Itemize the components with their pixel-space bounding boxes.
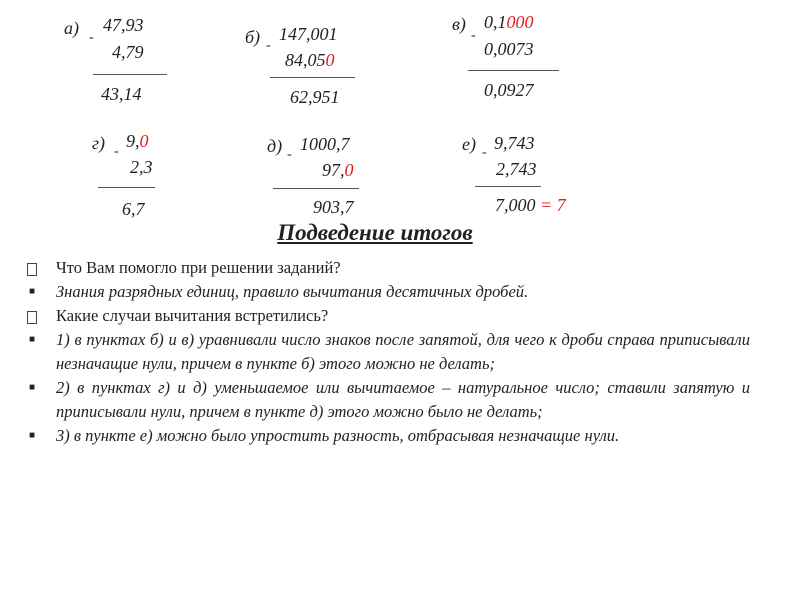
answer-item: ■ 3) в пункте е) можно было упростить разность, отбрасывая незначащие нули. xyxy=(22,424,750,448)
problem-label: а) xyxy=(64,18,79,38)
checkbox-bullet-icon xyxy=(22,256,42,280)
result: 0,0927 xyxy=(484,80,534,100)
minus-sign: - xyxy=(266,38,271,53)
divider-line xyxy=(273,188,359,189)
subtrahend: 0,0073 xyxy=(484,39,534,59)
problem-label: в) xyxy=(452,14,466,34)
result: 7,000 = 7 xyxy=(495,195,566,215)
minuend: 0,1000 xyxy=(484,12,534,32)
square-bullet-icon: ■ xyxy=(28,334,36,345)
minuend: 47,93 xyxy=(103,15,144,35)
divider-line xyxy=(98,187,155,188)
result: 62,951 xyxy=(290,87,340,107)
answer-item: ■ Знания разрядных единиц, правило вычитания десятичных дробей. xyxy=(22,280,750,304)
minus-sign: - xyxy=(287,147,292,162)
summary-title: Подведение итогов xyxy=(277,220,473,245)
subtrahend: 4,79 xyxy=(112,42,144,62)
subtrahend: 84,050 xyxy=(285,50,335,70)
question-item: Что Вам помогло при решении заданий? xyxy=(22,256,750,280)
minus-sign: - xyxy=(482,145,487,160)
result: 6,7 xyxy=(122,199,145,219)
checkbox-bullet-icon xyxy=(22,304,42,328)
square-bullet-icon: ■ xyxy=(28,286,36,297)
square-bullet-icon: ■ xyxy=(28,430,36,441)
subtrahend: 97,0 xyxy=(322,160,354,180)
divider-line xyxy=(270,77,355,78)
subtrahend: 2,743 xyxy=(496,159,537,179)
minus-sign: - xyxy=(89,30,94,45)
minuend: 1000,7 xyxy=(300,134,350,154)
problem-label: г) xyxy=(92,133,106,153)
answer-item: ■ 2) в пунктах г) и д) уменьшаемое или вычитаемое – натуральное число; ставили запятую и приписывали нули, причем в пункте д) этого можно было не делать; xyxy=(22,376,750,424)
problem-label: е) xyxy=(462,134,476,154)
question-item: Какие случаи вычитания встретились? xyxy=(22,304,750,328)
summary-list xyxy=(22,256,750,448)
answer-item: ■ 1) в пунктах б) и в) уравнивали число знаков после запятой, для чего к дроби справа приписывали незначащие нули, причем в пункте б) этого можно не делать; xyxy=(22,328,750,376)
minuend: 9,0 xyxy=(126,131,149,151)
divider-line xyxy=(93,74,167,75)
divider-line xyxy=(468,70,559,71)
result: 903,7 xyxy=(313,197,354,217)
square-bullet-icon: ■ xyxy=(28,382,36,393)
problem-label: б) xyxy=(245,27,261,47)
subtrahend: 2,3 xyxy=(130,157,153,177)
minuend: 147,001 xyxy=(279,24,338,44)
minuend: 9,743 xyxy=(494,133,535,153)
result: 43,14 xyxy=(101,84,142,104)
minus-sign: - xyxy=(471,28,476,43)
problem-label: д) xyxy=(267,136,283,156)
divider-line xyxy=(475,186,541,187)
minus-sign: - xyxy=(114,144,119,159)
